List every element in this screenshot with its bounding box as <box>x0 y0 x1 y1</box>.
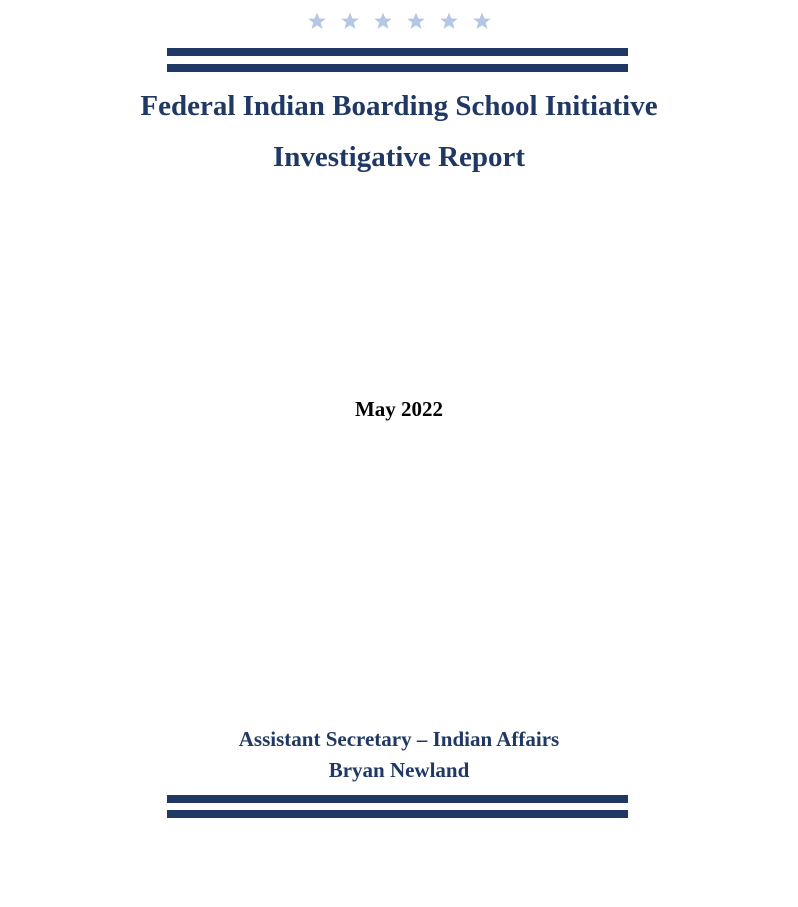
bottom-rule-upper <box>167 795 628 803</box>
star-icon <box>373 11 393 31</box>
star-icon <box>340 11 360 31</box>
top-rule-upper <box>167 48 628 56</box>
report-title-line-1: Federal Indian Boarding School Initiative <box>140 90 658 122</box>
star-icon <box>439 11 459 31</box>
author-office: Assistant Secretary – Indian Affairs <box>238 727 560 751</box>
author-name: Bryan Newland <box>328 758 470 782</box>
report-date: May 2022 <box>354 397 444 421</box>
star-icon <box>472 11 492 31</box>
bottom-rule-lower <box>167 810 628 818</box>
stars-row <box>0 11 798 35</box>
top-rule-lower <box>167 64 628 72</box>
star-icon <box>406 11 426 31</box>
report-title-line-2: Investigative Report <box>272 141 526 173</box>
star-icon <box>307 11 327 31</box>
